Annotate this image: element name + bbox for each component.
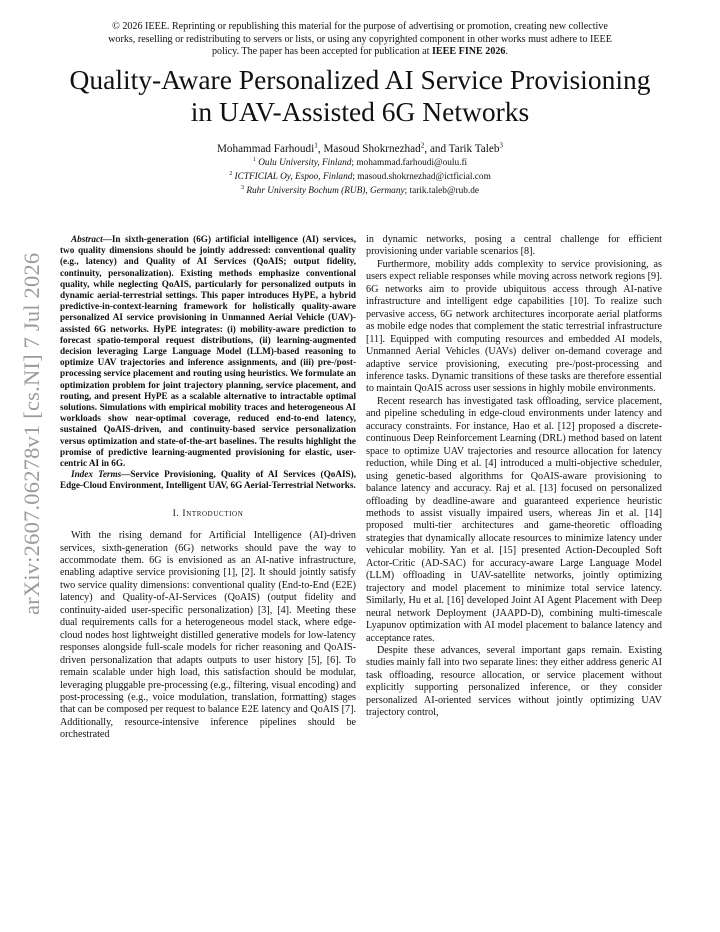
right-column xyxy=(366,234,662,720)
intro-paragraph-3: Recent research has investigated task offloading, service placement, and pipeline scheduling in edge-cloud environments under latency and accuracy constraints. For instance, Hao et al. [12] proposed a discrete-continuous Deep Reinforcement Learning (DRL) method based on latent space to optimize UAV trajectories and resource allocation for latency reduction, while Ding et al. [4] introduced a multi-objective scheduler, using genetic-based algorithms for QoAIS-aware provisioning to balance latency and accuracy. Raj et al. [13] focused on personalized offloading by deadline-aware and guaranteed experience heuristic methods to assist visually impaired users, whereas Jin et al. [14] proposed multi-tier architectures and game-theoretic offloading strategies that dynamically allocate resources to minimize latency under vehicular mobility. Yan et al. [15] presented Action-Decoupled Soft Actor-Critic (AD-SAC) for accuracy-aware Large Language Model (LLM) offloading in UAV-satellite networks, jointly optimizing trajectory and model placement to minimize total service latency. Similarly, Hu et al. [16] developed Joint AI Agent Placement with Deep neural network Deployment (JAAPD-D), combining multi-timescale Lyapunov optimization with AI model placement to balance latency and acceptance rates. xyxy=(366,395,662,644)
affiliation-2: $^2$ ICTFICIAL Oy, Espoo, Finland; masoud.shokrnezhad@ictficial.com xyxy=(229,170,491,182)
abstract-label: Abstract xyxy=(71,234,103,244)
affiliation-3: $^3$ Ruhr University Bochum (RUB), Germany; tarik.taleb@rub.de xyxy=(241,184,479,196)
copyright-notice xyxy=(40,21,680,59)
section-heading: I. Introduction xyxy=(172,507,244,519)
intro-paragraph-1-cont: in dynamic networks, posing a central challenge for efficient provisioning under variable scenarios [8]. xyxy=(366,234,662,258)
copyright-line-3: policy. The paper has been accepted for publication at IEEE FINE 2026. xyxy=(211,46,509,58)
paper-title xyxy=(20,64,700,127)
abstract xyxy=(60,234,356,469)
copyright-line-2: works, reselling or redistributing to servers or lists, or using any copyrighted component in other works must adhere to IEEE xyxy=(108,33,612,45)
abstract-text: —In sixth-generation (6G) artificial intelligence (AI) services, two quality dimensions should be jointly addressed: conventional quality (e.g., latency) and Quality of AI Services (QoAIS; output fidelity, continuity, personalization). Existing methods emphasize conventional quality, while neglecting QoAIS, particularly for personalized outputs in dynamic aerial-terrestrial settings. This paper introduces HyPE, a hybrid predictive-in-context-learning framework for holistically quality-aware personalized AI service provisioning in Unmanned Aerial Vehicle (UAV)-assisted 6G networks. HyPE integrates: (i) mobility-aware prediction to forecast spatio-temporal request distributions, (ii) learning-augmented decision leveraging Large Language Model (LLM)-based reasoning to optimize UAV trajectories and inference assignments, and (iii) pre-/post-processing service placement and routing using heuristics. We formulate an optimization problem for joint trajectory planning, service placement, and routing, and present HyPE as a scalable alternative to intractable optimal solutions. Simulations with empirical mobility traces and heterogeneous AI workloads show near-optimal coverage, reduced end-to-end latency, sustained QoAIS-driven, and continuity-based service personalization versus optimization and state-of-the-art baselines. The results highlight the promise of predictive learning-augmented provisioning for elastic, user-centric AI in 6G. xyxy=(60,234,356,469)
intro-paragraph-2: Furthermore, mobility adds complexity to service provisioning, as users expect reliable responses while moving across network regions [9]. 6G networks aim to provide ubiquitous access through AI-native infrastructure and intelligent edge capabilities [10]. To realize such pervasive access, 6G network architectures incorporate aerial platforms as mobile edge nodes that complement the static terrestrial infrastructure [11]. Equipped with computing resources and embedded AI models, Unmanned Aerial Vehicles (UAVs) deliver on-demand coverage and adaptive service provisioning, executing pre-/post-processing and inference tasks. Dynamic transitions of these tasks are therefore essential to maintain QoAIS across user sessions in highly mobile environments. xyxy=(366,258,662,395)
arxiv-watermark: arXiv:2607.06278v1 [cs.NI] 7 Jul 2026 xyxy=(19,252,44,615)
index-terms-label: Index Terms xyxy=(71,469,122,480)
affiliation-1: $^1$ Oulu University, Finland; mohammad.farhoudi@oulu.fi xyxy=(252,156,468,168)
title-line-2: in UAV-Assisted 6G Networks xyxy=(190,95,530,127)
intro-paragraph-1: With the rising demand for Artificial Intelligence (AI)-driven services, sixth-generation (6G) networks should pave the way to accommodate them. 6G is envisioned as an AI-native infrastructure, enabling adaptive service provisioning [1], [2]. It should jointly satisfy two service quality dimensions: conventional quality (End-to-End (E2E) latency) and Quality-of-AI-Services (QoAIS) (output fidelity and continuity-aided user-specific personalization) [3], [4]. Meeting these dual requirements calls for a heterogeneous model stack, where edge-cloud nodes host lightweight distilled generative models for low-latency responses alongside full-scale models for richer reasoning and QoAIS-driven personalization that adapts outputs to user history [5], [6]. To remain scalable under high load, this satisfaction should be modular, leveraging pluggable pre-processing (e.g., filtering, visual encoding) and post-processing (e.g., voice modulation, translation, formatting) stages that can be composed per request to balance E2E latency and QoAIS [7]. Additionally, resource-intensive inference pipelines should be orchestrated xyxy=(60,530,356,741)
title-line-1: Quality-Aware Personalized AI Service Provisioning xyxy=(69,64,651,95)
author-list: Mohammad Farhoudi$^1$, Masoud Shokrnezhad$^2$, and Tarik Taleb$^3$ xyxy=(216,141,504,155)
index-terms-text: —Service Provisioning, Quality of AI Services (QoAIS), Edge-Cloud Environment, Intelligent UAV, 6G Aerial-Terrestrial Networks. xyxy=(60,469,356,491)
index-terms xyxy=(60,469,356,491)
copyright-line-1: © 2026 IEEE. Reprinting or republishing this material for the purpose of advertising or promotion, creating new collective xyxy=(112,21,608,32)
left-column xyxy=(60,234,356,742)
venue-name: IEEE FINE 2026 xyxy=(432,46,506,58)
intro-paragraph-4: Despite these advances, several important gaps remain. Existing studies mainly fall into two separate lines: they either address generic AI task offloading, resource allocation, or service placement without explicitly supporting personalized inference, or they consider personalized AI-oriented services without jointly optimizing UAV trajectory control, xyxy=(366,644,662,719)
